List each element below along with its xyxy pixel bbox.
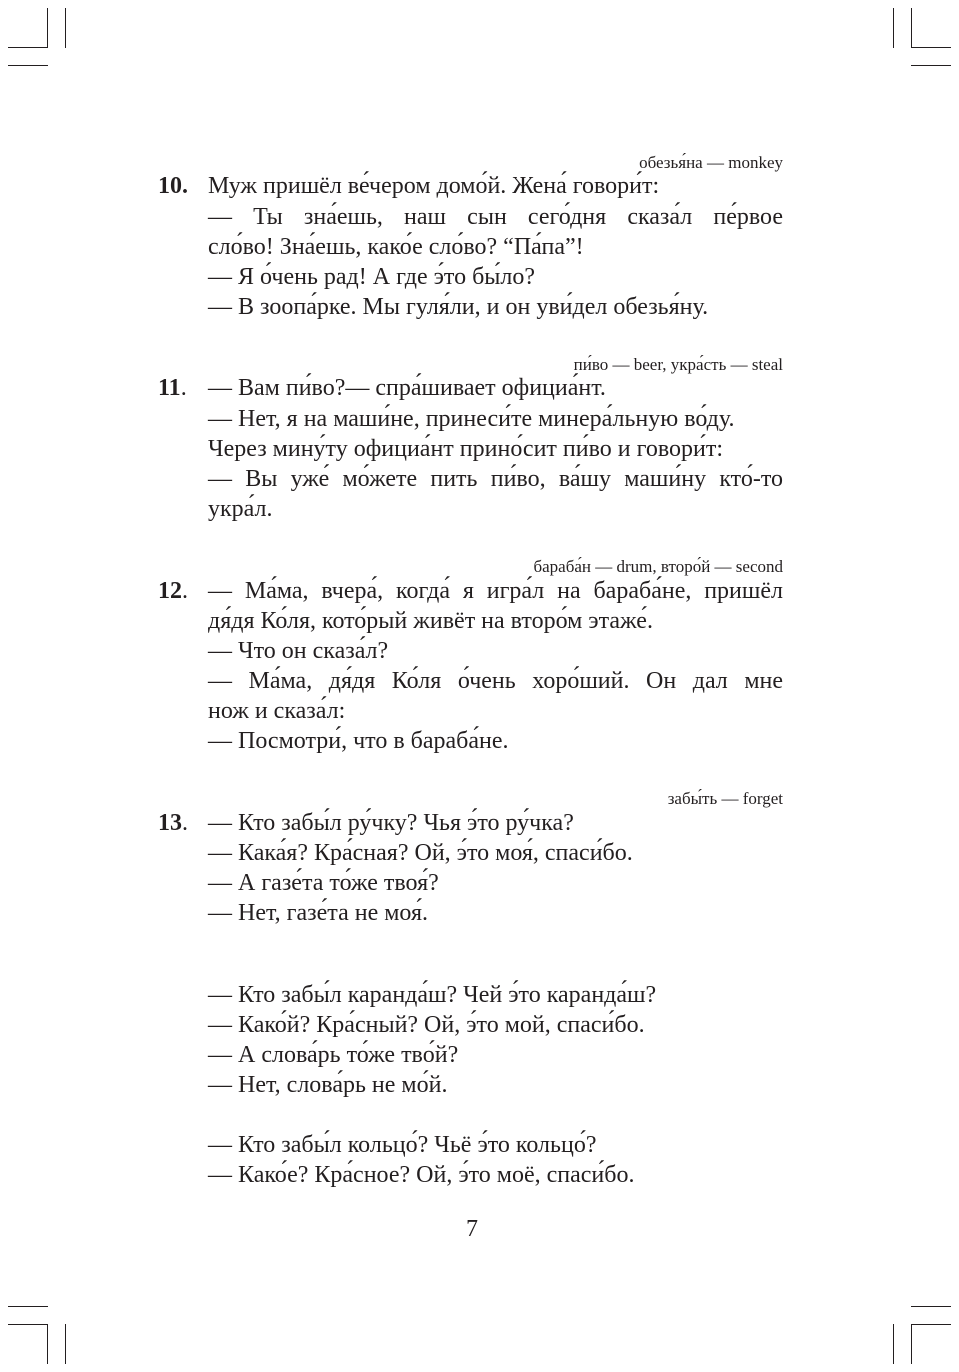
- text-line: — Я о́чень рад! А где э́то бы́ло?: [208, 264, 536, 290]
- item-number-text: 11: [158, 375, 181, 401]
- crop-mark: [893, 1324, 894, 1364]
- text-line: — Посмотри́, что в бараба́не.: [208, 728, 509, 754]
- text-line: Через мину́ту официа́нт прино́сит пи́во и говори́т:: [208, 436, 724, 462]
- crop-mark: [911, 1306, 951, 1307]
- text-line: — Нет, слова́рь не мо́й.: [208, 1072, 448, 1098]
- item-number-dot: .: [182, 578, 188, 604]
- text-line: — Кто забы́л каранда́ш? Чей э́то каранда́ш?: [208, 982, 657, 1008]
- text-line: — А слова́рь то́же тво́й?: [208, 1042, 459, 1068]
- item-number-text: 13: [158, 810, 182, 836]
- page-number: 7: [466, 1216, 478, 1242]
- text-line: — Что он сказа́л?: [208, 638, 389, 664]
- item-number: [158, 808, 188, 838]
- vocabulary-gloss: пи́во — beer, укра́сть — steal: [573, 355, 783, 374]
- crop-mark: [8, 1324, 48, 1325]
- text-line: — Кто забы́л ру́чку? Чья э́то ру́чка?: [208, 810, 574, 836]
- crop-mark: [8, 1306, 48, 1307]
- text-line: нож и сказа́л:: [208, 698, 346, 724]
- crop-mark: [65, 8, 66, 48]
- crop-mark: [47, 8, 48, 48]
- text-line: — Вы уже́ мо́жете пить пи́во, ва́шу маши́ну кто́-то: [208, 466, 783, 492]
- item-number: [158, 171, 188, 201]
- text-line: — Ма́ма, вчера́, когда́ я игра́л на бараба́не, пришёл: [208, 578, 783, 604]
- text-line: — Кто забы́л кольцо́? Чьё э́то кольцо́?: [208, 1132, 597, 1158]
- crop-mark: [65, 1324, 66, 1364]
- vocabulary-gloss: бараба́н — drum, второ́й — second: [533, 557, 783, 576]
- crop-mark: [911, 8, 912, 48]
- item-number-dot: .: [180, 375, 187, 401]
- crop-mark: [47, 1324, 48, 1364]
- text-line: Муж пришёл ве́чером домо́й. Жена́ говори́т:: [208, 173, 660, 199]
- crop-mark: [911, 65, 951, 66]
- item-number: [158, 373, 187, 403]
- crop-mark: [911, 1324, 951, 1325]
- text-line: — Како́е? Кра́сное? Ой, э́то моё, спаси́бо.: [208, 1162, 635, 1188]
- text-line: — Нет, газе́та не моя́.: [208, 900, 428, 926]
- crop-mark: [911, 47, 951, 48]
- item-number-dot: .: [182, 810, 188, 836]
- text-line: — А газе́та то́же твоя́?: [208, 870, 439, 896]
- text-line: дя́дя Ко́ля, кото́рый живёт на второ́м этаже́.: [208, 608, 653, 634]
- text-line: — Кака́я? Кра́сная? Ой, э́то моя́, спаси́бо.: [208, 840, 633, 866]
- item-number: [158, 576, 188, 606]
- text-line: укра́л.: [208, 496, 273, 522]
- item-number-text: 12: [158, 578, 182, 604]
- crop-mark: [8, 47, 48, 48]
- text-line: — Вам пи́во?— спра́шивает официа́нт.: [208, 375, 606, 401]
- vocabulary-gloss: обезья́на — monkey: [639, 153, 783, 172]
- text-line: — Како́й? Кра́сный? Ой, э́то мой, спаси́бо.: [208, 1012, 645, 1038]
- text-line: — Ма́ма, дя́дя Ко́ля о́чень хоро́ший. Он дал мне: [208, 668, 783, 694]
- text-line: — В зоопа́рке. Мы гуля́ли, и он уви́дел обезья́ну.: [208, 294, 709, 320]
- item-number-text: 10.: [158, 173, 188, 199]
- text-line: сло́во! Зна́ешь, како́е сло́во? “Па́па”!: [208, 234, 584, 260]
- crop-mark: [8, 65, 48, 66]
- crop-mark: [911, 1324, 912, 1364]
- vocabulary-gloss: забы́ть — forget: [667, 789, 783, 808]
- text-line: — Нет, я на маши́не, принеси́те минера́льную во́ду.: [208, 406, 735, 432]
- text-line: — Ты зна́ешь, наш сын сего́дня сказа́л пе́рвое: [208, 204, 783, 230]
- crop-mark: [893, 8, 894, 48]
